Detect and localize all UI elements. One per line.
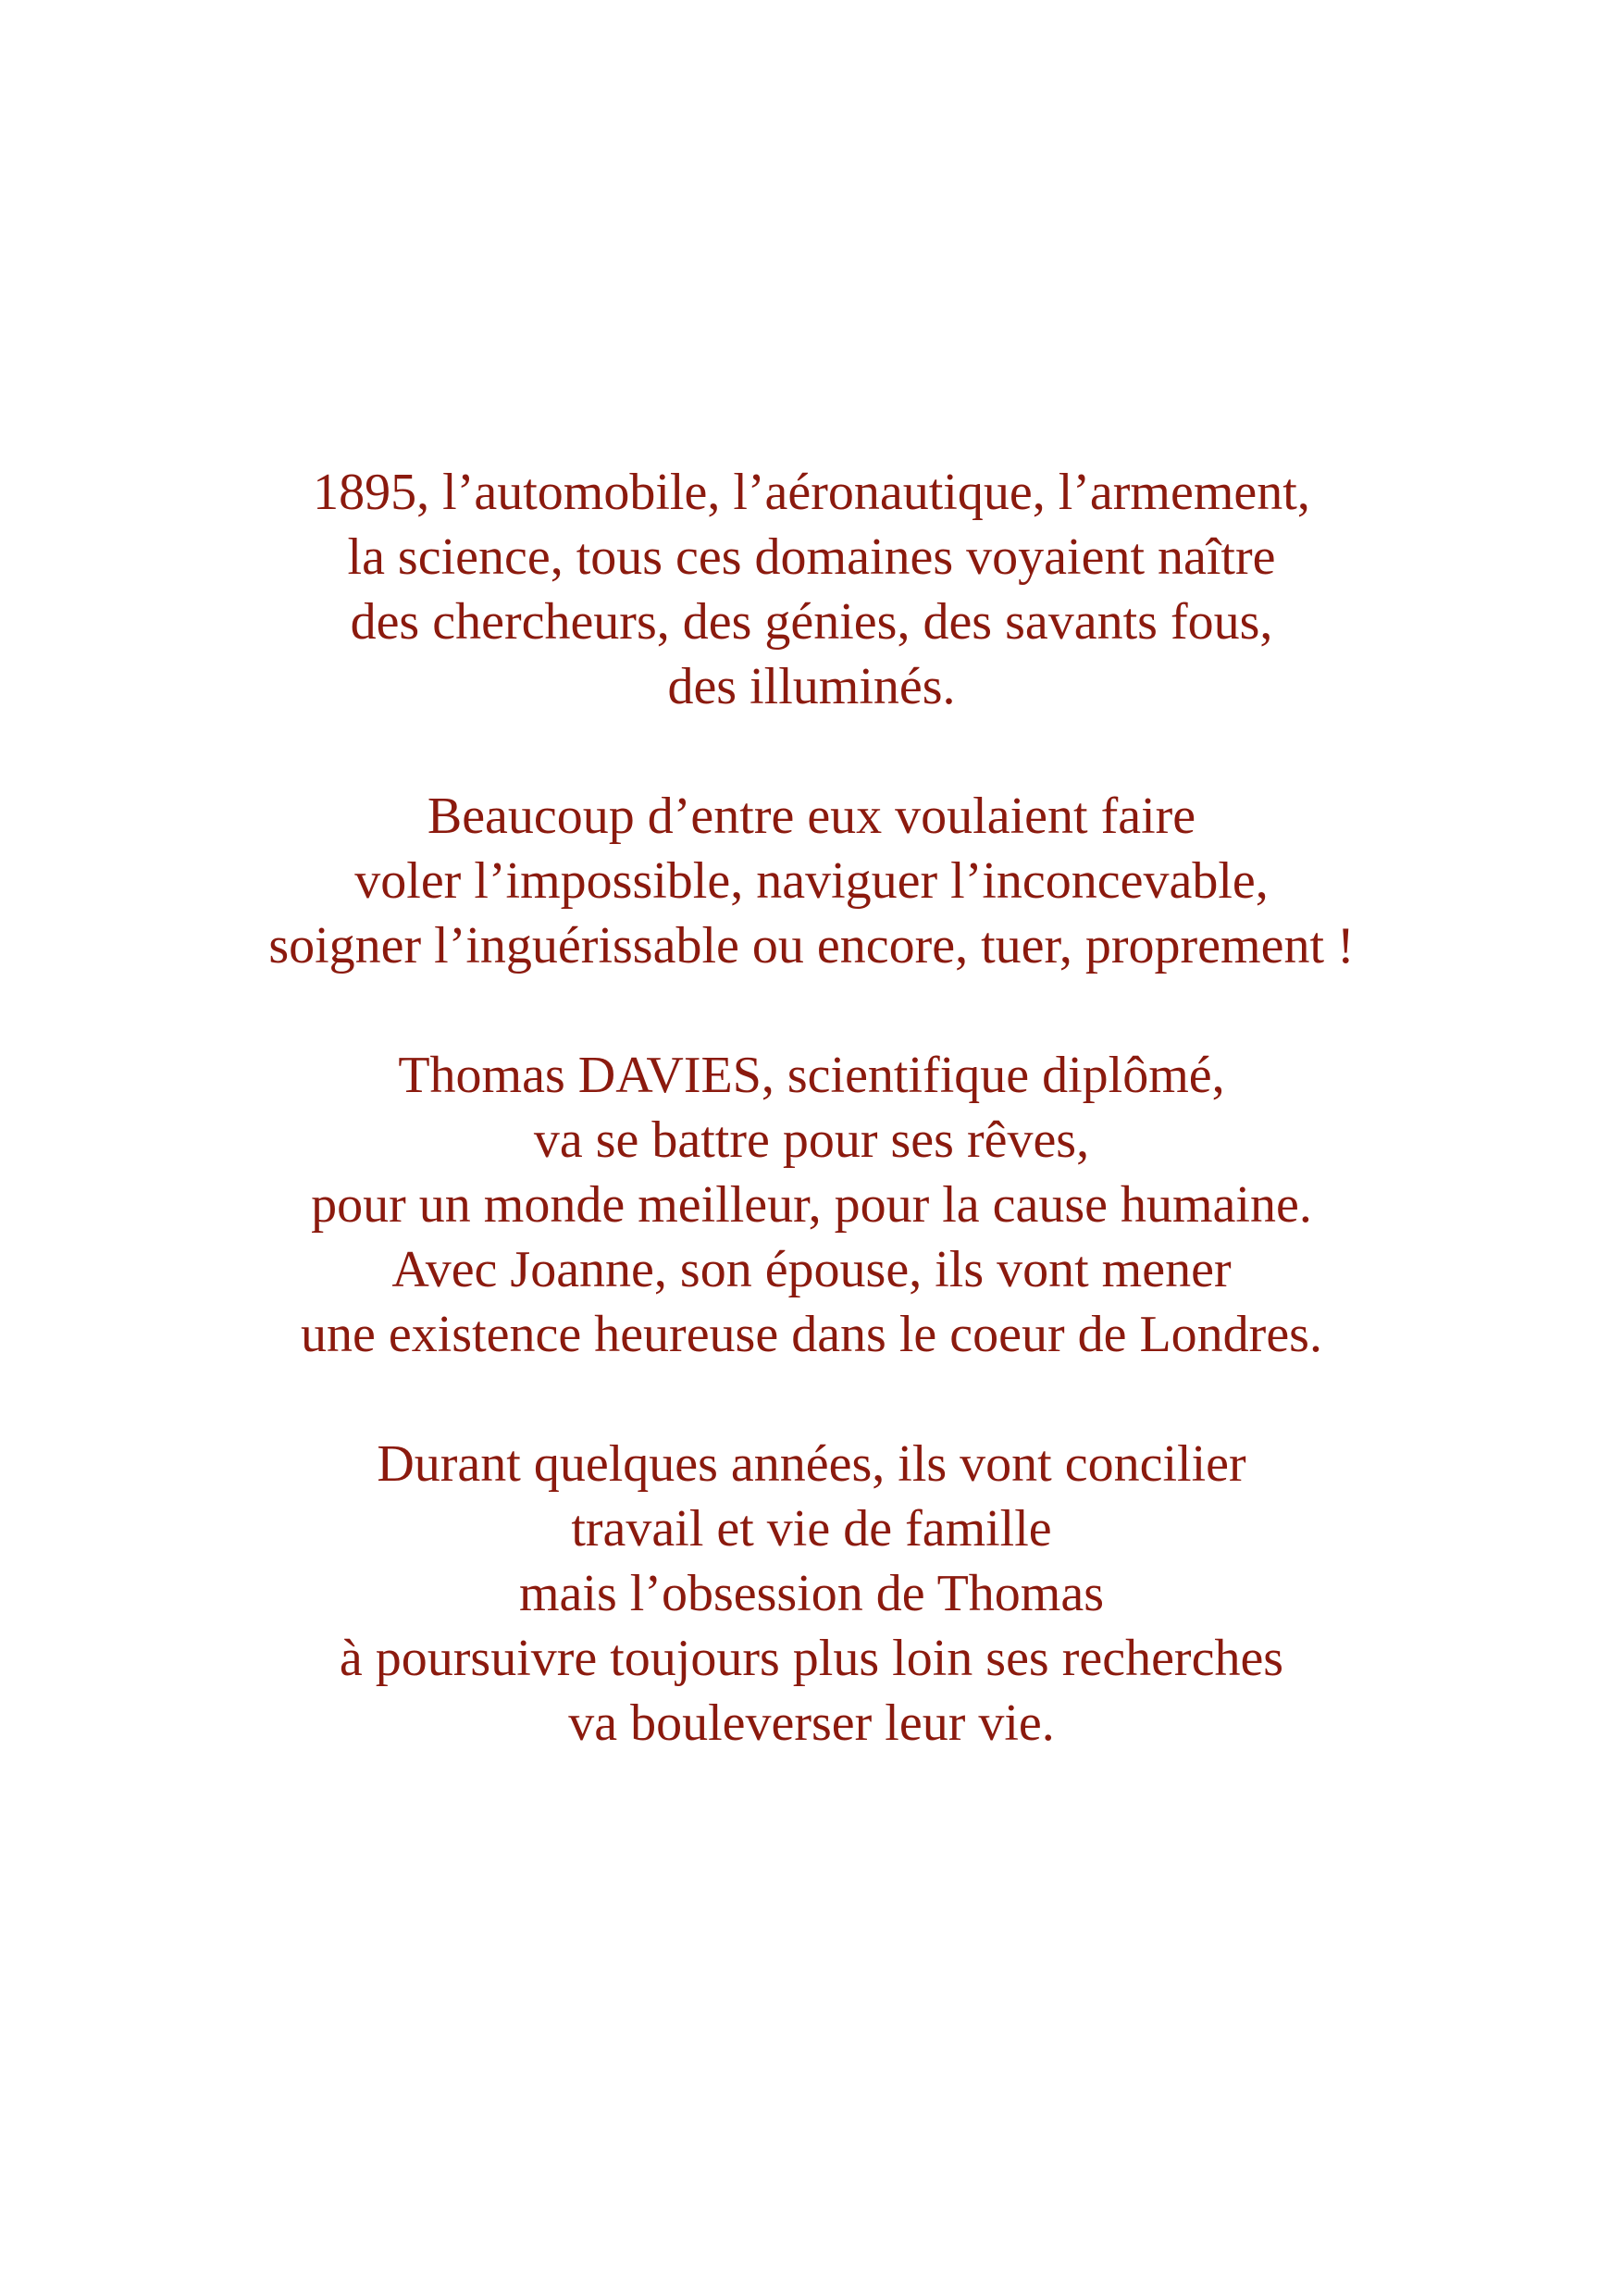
text-line: la science, tous ces domaines voyaient naître [347, 528, 1276, 586]
stanza-3 [0, 1043, 1623, 1367]
text-line: pour un monde meilleur, pour la cause humaine. [311, 1176, 1312, 1234]
text-line: Avec Joanne, son épouse, ils vont mener [391, 1241, 1232, 1298]
stanza-4 [0, 1432, 1623, 1756]
stanza-2 [0, 784, 1623, 978]
text-line: va bouleverser leur vie. [568, 1694, 1055, 1752]
text-line: des illuminés. [667, 658, 956, 715]
text-line: à poursuivre toujours plus loin ses recherches [339, 1630, 1284, 1687]
text-line: voler l’impossible, naviguer l’inconcevable, [354, 852, 1269, 910]
stanza-1 [0, 460, 1623, 719]
text-line: une existence heureuse dans le coeur de Londres. [301, 1306, 1322, 1363]
text-line: va se battre pour ses rêves, [533, 1111, 1090, 1169]
text-line: des chercheurs, des génies, des savants fous, [350, 593, 1273, 651]
text-line: Thomas DAVIES, scientifique diplômé, [398, 1047, 1225, 1104]
text-line: Durant quelques années, ils vont concilier [377, 1435, 1246, 1493]
text-line: soigner l’inguérissable ou encore, tuer, proprement ! [268, 917, 1355, 974]
text-line: mais l’obsession de Thomas [518, 1565, 1105, 1622]
text-line: 1895, l’automobile, l’aéronautique, l’armement, [313, 464, 1310, 521]
text-line: travail et vie de famille [571, 1500, 1052, 1558]
text-line: Beaucoup d’entre eux voulaient faire [427, 788, 1196, 845]
synopsis-text [0, 460, 1623, 1756]
